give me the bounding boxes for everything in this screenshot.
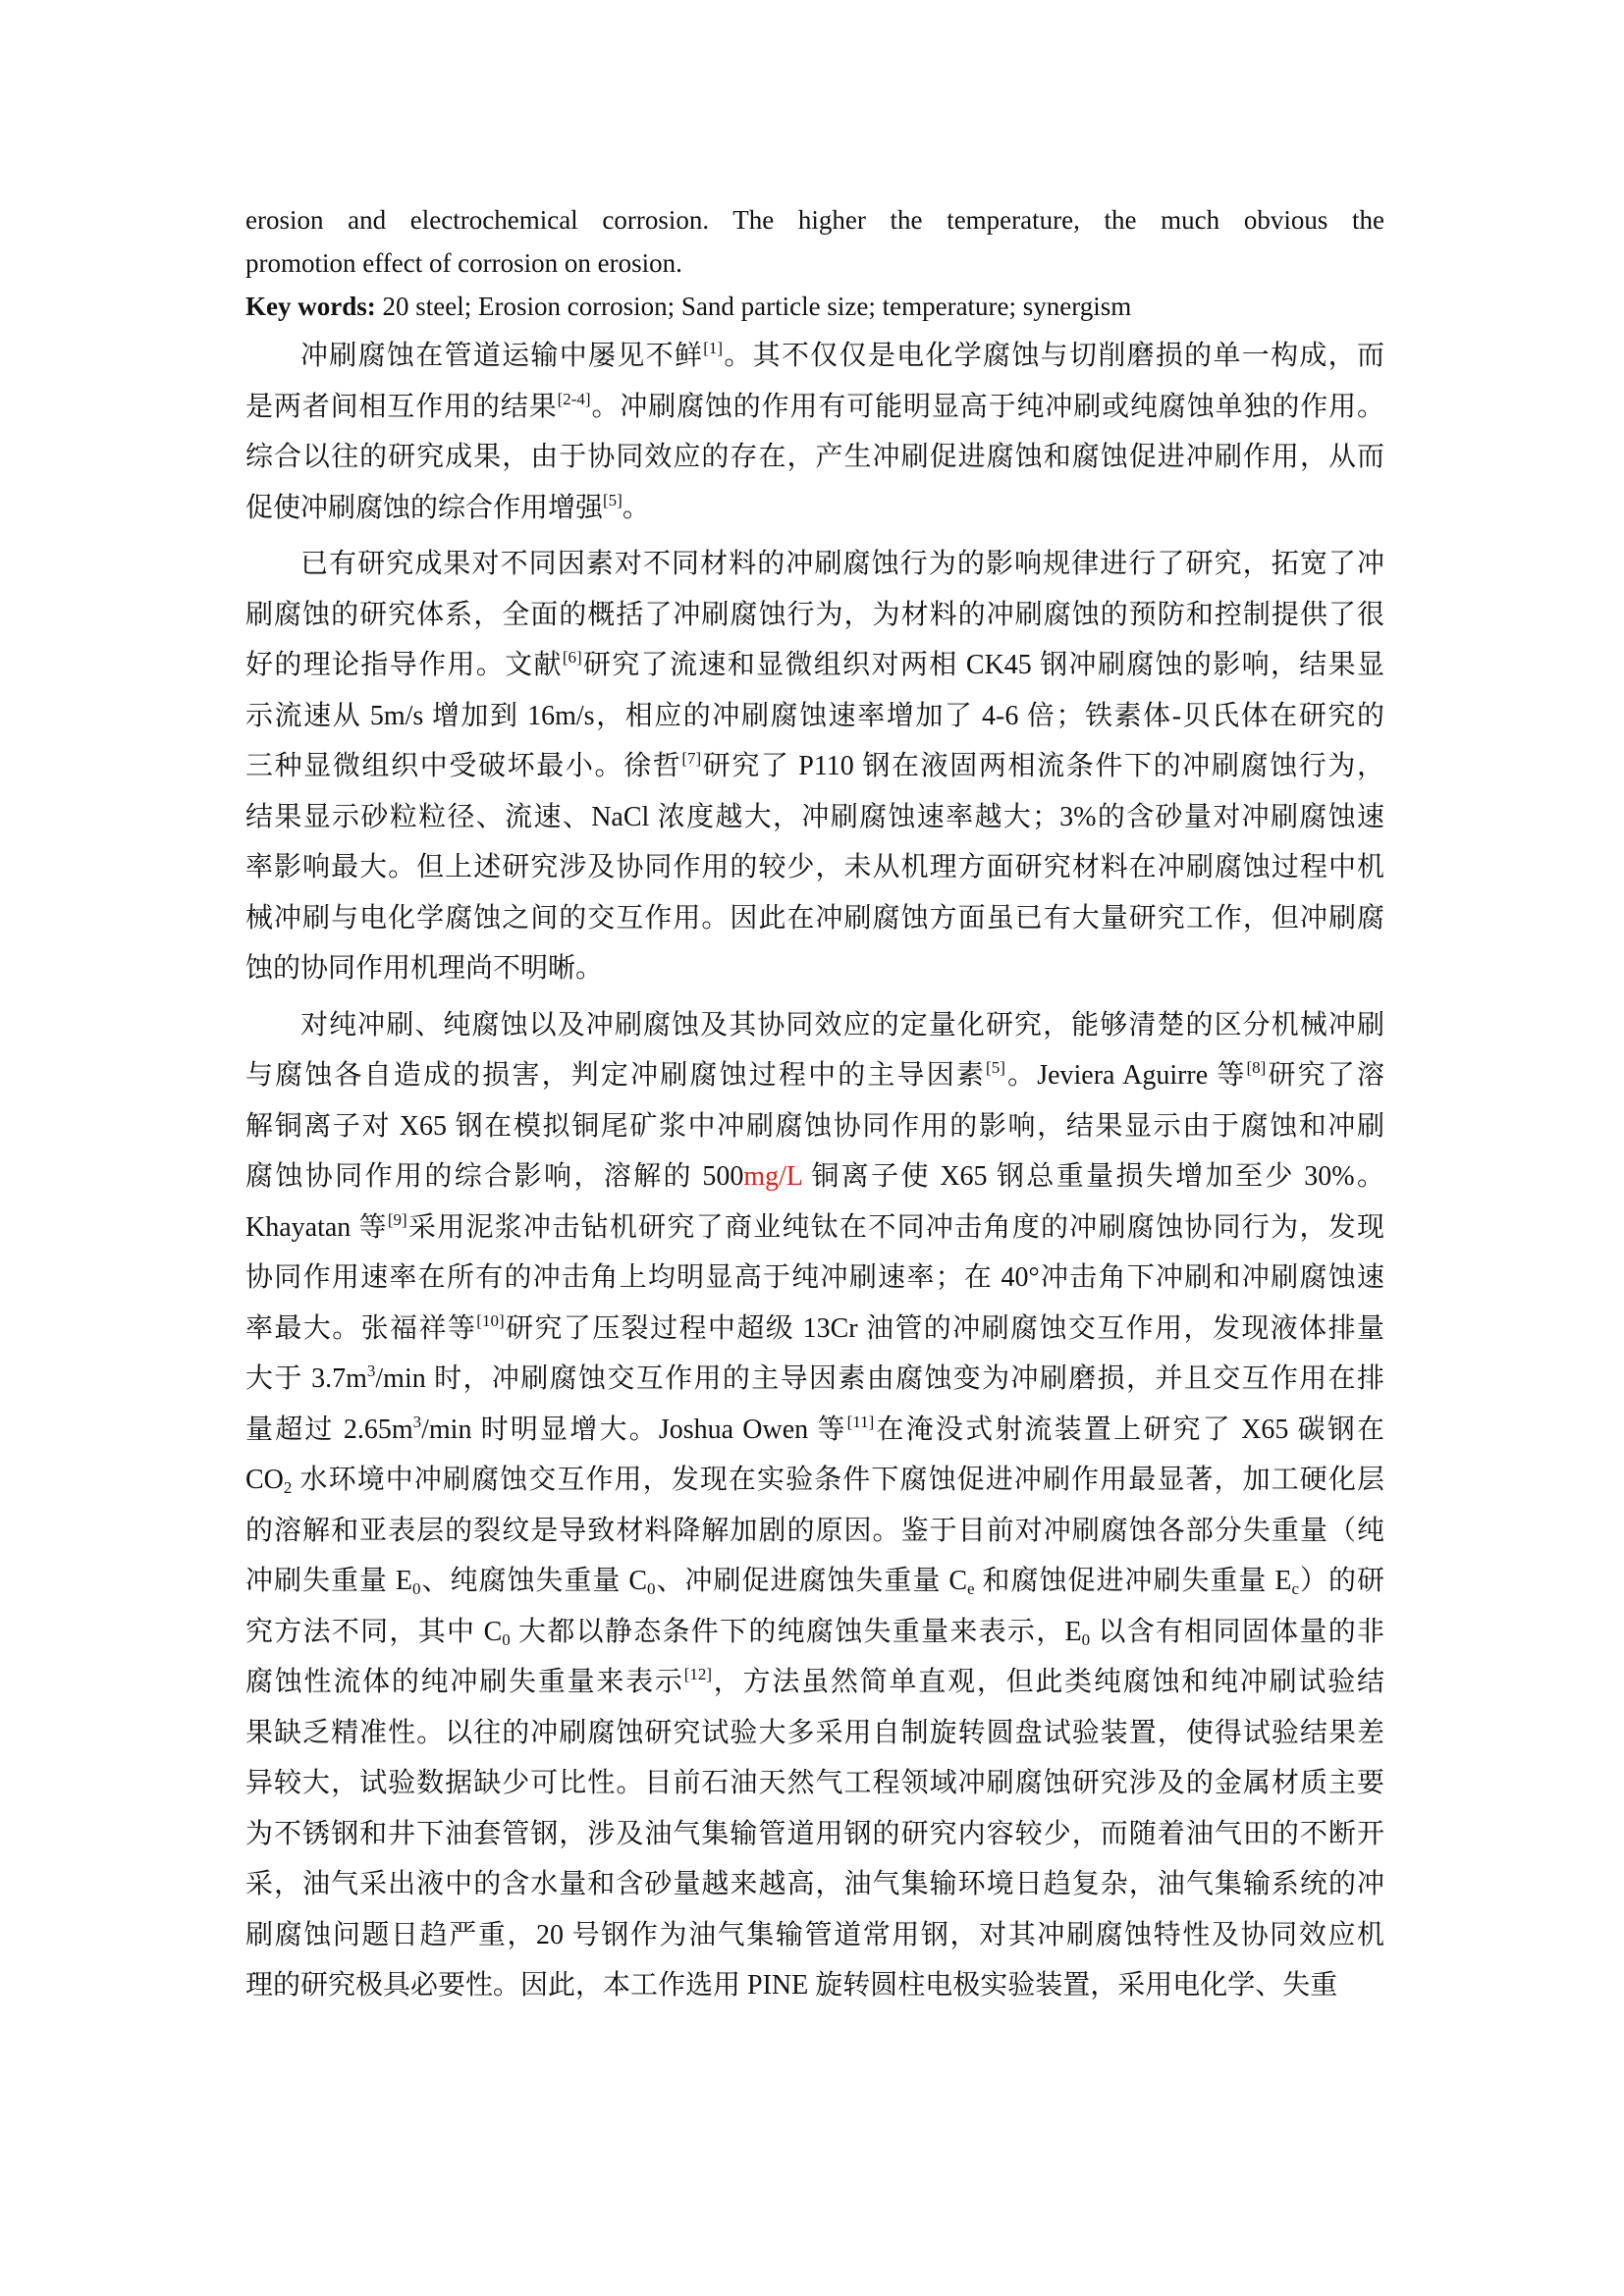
abstract-line-1: erosion and electrochemical corrosion. The higher the temperature, the much obvious the — [245, 205, 1384, 235]
text-line: 大于 $3.7m^3/\min$ 时，冲刷腐蚀交互作用的主导因素由腐蚀变为冲刷磨损，并且交互作用在排 — [245, 1362, 1385, 1394]
text-line: 示流速从 5m/s 增加到 16m/s，相应的冲刷腐蚀速率增加了 4-6 倍；铁素体-贝氏体在研究的 — [245, 700, 1384, 731]
text-line: 的溶解和亚表层的裂纹是导致材料降解加剧的原因。鉴于目前对冲刷腐蚀各部分失重量（纯 — [245, 1515, 1384, 1546]
text-line: 解铜离子对 X65 钢在模拟铜尾矿浆中冲刷腐蚀协同作用的影响，结果显示由于腐蚀和冲刷 — [245, 1110, 1384, 1142]
text-line: 腐蚀性流体的纯冲刷失重量来表示[12]，方法虽然简单直观，但此类纯腐蚀和纯冲刷试验结 — [245, 1665, 1384, 1697]
text-line: 结果显示砂粒粒径、流速、NaCl 浓度越大，冲刷腐蚀速率越大；3%的含砂量对冲刷腐蚀速 — [245, 801, 1384, 832]
text-line: 刷腐蚀问题日趋严重，20 号钢作为油气集输管道常用钢，对其冲刷腐蚀特性及协同效应机 — [245, 1919, 1384, 1950]
keywords-text: 20 steel; Erosion corrosion; Sand particle size; temperature; synergism — [375, 292, 1132, 321]
paragraph-3 — [245, 1000, 1384, 2011]
text-line: 对纯冲刷、纯腐蚀以及冲刷腐蚀及其协同效应的定量化研究，能够清楚的区分机械冲刷 — [300, 1009, 1384, 1041]
text-line: 已有研究成果对不同因素对不同材料的冲刷腐蚀行为的影响规律进行了研究，拓宽了冲 — [300, 549, 1384, 579]
text-line: 三种显微组织中受破坏最小。徐哲[7]研究了 P110 钢在液固两相流条件下的冲刷腐蚀行为， — [245, 749, 1384, 781]
text-line: 综合以往的研究成果，由于协同效应的存在，产生冲刷促进腐蚀和腐蚀促进冲刷作用，从而 — [245, 442, 1384, 472]
text-column — [245, 198, 1384, 2017]
paragraph-2 — [245, 539, 1384, 994]
keywords-line — [245, 285, 1384, 328]
text-line: 为不锈钢和井下油套管钢，涉及油气集输管道用钢的研究内容较少，而随着油气田的不断开 — [245, 1818, 1384, 1849]
text-line: 与腐蚀各自造成的损害，判定冲刷腐蚀过程中的主导因素[5]。Jeviera Aguirre 等[8]研究了溶 — [245, 1058, 1384, 1091]
text-line: 械冲刷与电化学腐蚀之间的交互作用。因此在冲刷腐蚀方面虽已有大量研究工作，但冲刷腐 — [245, 902, 1384, 934]
text-line: 促使冲刷腐蚀的综合作用增强[5]。 — [245, 490, 650, 523]
text-line: 率最大。张福祥等[10]研究了压裂过程中超级 13Cr 油管的冲刷腐蚀交互作用，发现液体排量 — [245, 1310, 1384, 1344]
text-line: 蚀的协同作用机理尚不明晰。 — [245, 953, 604, 984]
text-line: 异较大，试验数据缺少可比性。目前石油天然气工程领域冲刷腐蚀研究涉及的金属材质主要 — [245, 1768, 1384, 1798]
text-line: 果缺乏精准性。以往的冲刷腐蚀研究试验大多采用自制旋转圆盘试验装置，使得试验结果差 — [245, 1717, 1384, 1748]
abstract-line-2: promotion effect of corrosion on erosion. — [245, 248, 682, 278]
text-line: 量超过 $2.65m^3/\min$ 时明显增大。Joshua Owen 等[11]在淹没式射流装置上研究了 X65 碳钢在 — [245, 1412, 1384, 1445]
paragraph-1 — [245, 331, 1384, 533]
text-line: 好的理论指导作用。文献[6]研究了流速和显微组织对两相 CK45 钢冲刷腐蚀的影响，结果显 — [245, 648, 1384, 680]
text-line: 冲刷失重量 $E_0$、纯腐蚀失重量 $C_0$、冲刷促进腐蚀失重量 $C_e$ 和腐蚀促进冲刷失重量 $E_c$）的研 — [245, 1566, 1384, 1598]
text-line: 协同作用速率在所有的冲击角上均明显高于纯冲刷速率；在 40°冲击角下冲刷和冲刷腐蚀速 — [245, 1262, 1384, 1293]
text-line: 是两者间相互作用的结果[2-4]。冲刷腐蚀的作用有可能明显高于纯冲刷或纯腐蚀单独的作用。 — [245, 389, 1384, 422]
text-line: 究方法不同，其中 $C_0$ 大都以静态条件下的纯腐蚀失重量来表示，$E_0$ 以含有相同固体量的非 — [245, 1616, 1384, 1649]
keywords-label: Key words: — [245, 292, 376, 321]
text-line: $CO_2$ 水环境中冲刷腐蚀交互作用，发现在实验条件下腐蚀促进冲刷作用最显著，加工硬化层 — [245, 1465, 1384, 1497]
text-line: 冲刷腐蚀在管道运输中屡见不鲜[1]。其不仅仅是电化学腐蚀与切削磨损的单一构成，而 — [300, 339, 1384, 371]
text-line: 率影响最大。但上述研究涉及协同作用的较少，未从机理方面研究材料在冲刷腐蚀过程中机 — [245, 852, 1384, 882]
text-line: 采，油气采出液中的含水量和含砂量越来越高，油气集输环境日趋复杂，油气集输系统的冲 — [245, 1869, 1384, 1899]
text-line: 腐蚀协同作用的综合影响，溶解的 500mg/L 铜离子使 X65 钢总重量损失增加至少 30%。 — [245, 1161, 1384, 1192]
text-line: 理的研究极具必要性。因此，本工作选用 PINE 旋转圆柱电极实验装置，采用电化学、失重 — [245, 1970, 1338, 2001]
text-line: Khayatan 等[9]采用泥浆冲击钻机研究了商业纯钛在不同冲击角度的冲刷腐蚀协同行为，发现 — [245, 1209, 1384, 1243]
text-line: 刷腐蚀的研究体系，全面的概括了冲刷腐蚀行为，为材料的冲刷腐蚀的预防和控制提供了很 — [245, 599, 1384, 630]
